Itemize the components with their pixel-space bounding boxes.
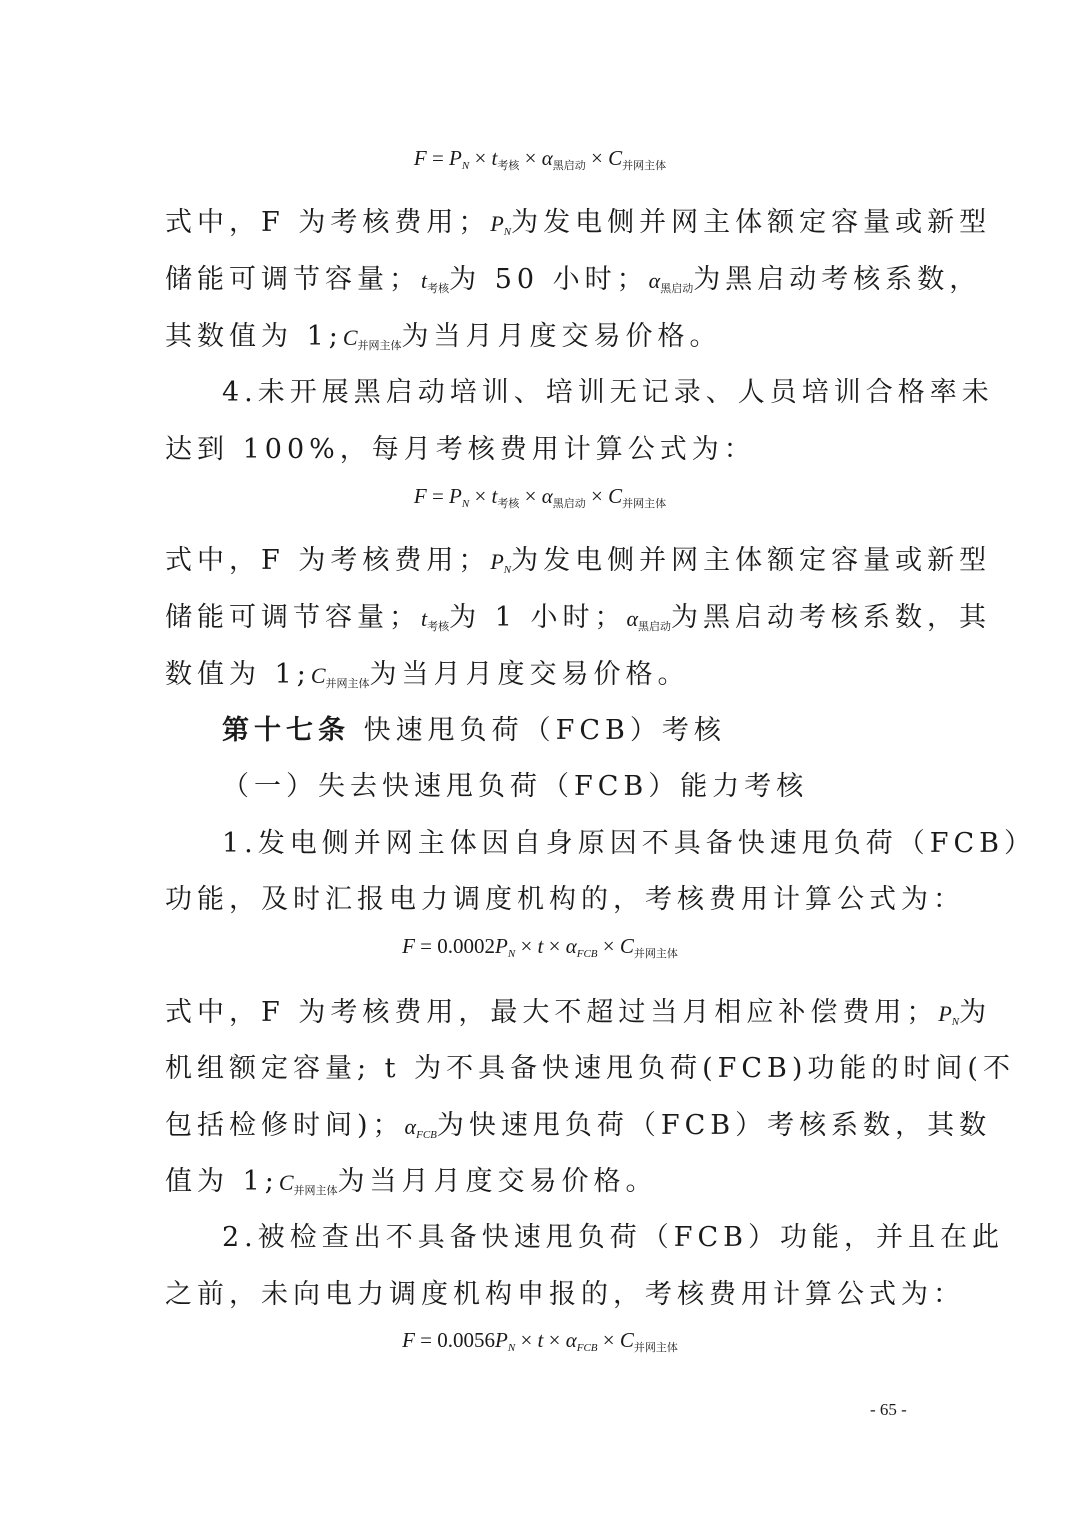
section-1-heading: （一）失去快速甩负荷（FCB）能力考核: [222, 771, 809, 802]
formula-1: $F = P_N \times t_{考核} \times \alpha_{黑启动} \times C_{并网主体}$: [413, 146, 667, 172]
article-17-heading: 第十七条 快速甩负荷（FCB）考核: [222, 715, 726, 746]
symbol-alpha-heiqidong: $\alpha_{黑启动}$: [626, 606, 672, 633]
symbol-pn: $P_N$: [938, 1001, 960, 1028]
symbol-alpha-fcb: $\alpha_{FCB}$: [404, 1114, 437, 1141]
formula-2: $F = P_N \times t_{考核} \times \alpha_{黑启动} \times C_{并网主体}$: [413, 484, 667, 510]
para-1-line-1: 式中，F 为考核费用；$P_N$为发电侧并网主体额定容量或新型: [165, 207, 992, 238]
para-3-line-4: 值为 $1;C_{并网主体}$为当月月度交易价格。: [165, 1166, 658, 1197]
item-2-line-1: 2.被检查出不具备快速甩负荷（FCB）功能，并且在此: [222, 1222, 1004, 1253]
symbol-t-kaohe: $t_{考核}$: [421, 606, 450, 633]
para-3-line-1: 式中，F 为考核费用，最大不超过当月相应补偿费用；$P_N$为: [165, 997, 992, 1028]
para-2-line-1: 式中，F 为考核费用；$P_N$为发电侧并网主体额定容量或新型: [165, 545, 992, 576]
item-1-line-2: 功能，及时汇报电力调度机构的，考核费用计算公式为：: [165, 884, 965, 915]
para-1-line-2: 储能可调节容量；$t_{考核}$为 50 小时；$\alpha_{黑启动}$为黑启动考核系数，: [165, 264, 982, 295]
item-1-line-1: 1.发电侧并网主体因自身原因不具备快速甩负荷（FCB）: [222, 828, 1036, 859]
item-4-line-2: 达到 100%，每月考核费用计算公式为：: [165, 434, 756, 465]
symbol-c-bingwang: $C_{并网主体}$: [342, 325, 402, 352]
symbol-c-bingwang: $C_{并网主体}$: [310, 663, 370, 690]
symbol-alpha-heiqidong: $\alpha_{黑启动}$: [648, 268, 694, 295]
formula-4: $F = 0.0056P_N \times t \times \alpha_{FCB} \times C_{并网主体}$: [402, 1328, 678, 1354]
para-3-line-2: 机组额定容量; t 为不具备快速甩负荷(FCB)功能的时间(不: [165, 1053, 1015, 1084]
formula-3: $F = 0.0002P_N \times t \times \alpha_{FCB} \times C_{并网主体}$: [402, 934, 678, 960]
symbol-pn: $P_N$: [490, 211, 512, 238]
item-4-line-1: 4.未开展黑启动培训、培训无记录、人员培训合格率未: [222, 377, 994, 408]
symbol-c-bingwang: $C_{并网主体}$: [278, 1170, 338, 1197]
page-number: - 65 -: [870, 1400, 907, 1419]
symbol-t-kaohe: $t_{考核}$: [421, 268, 450, 295]
para-2-line-3: 数值为 $1;C_{并网主体}$为当月月度交易价格。: [165, 659, 690, 690]
symbol-pn: $P_N$: [490, 549, 512, 576]
para-2-line-2: 储能可调节容量；$t_{考核}$为 1 小时；$\alpha_{黑启动}$为黑启动考核系数，其: [165, 602, 992, 633]
para-3-line-3: 包括检修时间)；$\alpha_{FCB}$为快速甩负荷（FCB）考核系数，其数: [165, 1110, 992, 1141]
para-1-line-3: 其数值为 $1;C_{并网主体}$为当月月度交易价格。: [165, 321, 722, 352]
item-2-line-2: 之前，未向电力调度机构申报的，考核费用计算公式为：: [165, 1279, 965, 1310]
